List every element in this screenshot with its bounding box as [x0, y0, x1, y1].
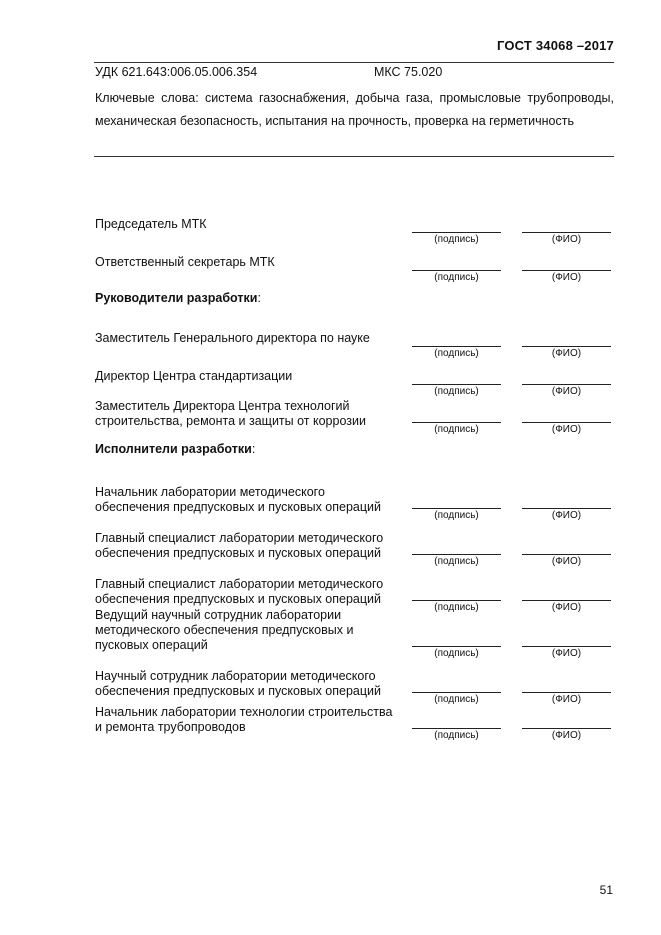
signature-caption: (подпись)	[434, 386, 479, 397]
name-caption: (ФИО)	[551, 694, 582, 705]
signature-line	[412, 346, 501, 347]
heading-colon: :	[251, 442, 256, 456]
position-label: Начальник лаборатории технологии строительства и ремонта трубопроводов	[95, 705, 393, 734]
top-rule	[94, 62, 614, 63]
signature-caption: (подпись)	[434, 556, 479, 567]
signature-row-researcher	[95, 652, 615, 705]
name-caption: (ФИО)	[551, 424, 582, 435]
keywords-paragraph: Ключевые слова: система газоснабжения, добыча газа, промысловые трубопроводы, механическая безопасность, испытания на прочность, проверка на герметичность	[95, 91, 614, 128]
signature-row-chief-specialist-1	[95, 514, 615, 567]
position-label: Главный специалист лаборатории методического обеспечения предпусковых и пусковых операций	[95, 531, 384, 560]
heading-performers-text: Исполнители разработки	[95, 442, 252, 456]
page-number: 51	[599, 883, 613, 897]
name-line	[522, 384, 611, 385]
signature-row-chairman	[95, 214, 615, 245]
position-label: Директор Центра стандартизации	[95, 369, 293, 383]
signature-caption: (подпись)	[434, 694, 479, 705]
heading-colon: :	[257, 291, 261, 305]
name-line	[522, 508, 611, 509]
signature-line	[412, 422, 501, 423]
signature-caption: (подпись)	[434, 648, 479, 659]
udk-code: УДК 621.643:006.05.006.354	[95, 65, 258, 79]
name-line	[522, 692, 611, 693]
signature-caption: (подпись)	[434, 348, 479, 359]
position-label: Ведущий научный сотрудник лаборатории методического обеспечения предпусковых и пусковых операций	[95, 608, 354, 652]
name-line	[522, 728, 611, 729]
name-line	[522, 232, 611, 233]
signature-caption: (подпись)	[434, 424, 479, 435]
position-label: Научный сотрудник лаборатории методического обеспечения предпусковых и пусковых операций	[95, 669, 381, 698]
name-caption: (ФИО)	[551, 272, 582, 283]
signature-line	[412, 270, 501, 271]
name-line	[522, 600, 611, 601]
position-label: Начальник лаборатории методического обеспечения предпусковых и пусковых операций	[95, 485, 381, 514]
position-label: Председатель МТК	[95, 217, 207, 231]
signature-row-lab-head-construction	[95, 702, 615, 741]
heading-developers	[95, 291, 261, 305]
name-line	[522, 646, 611, 647]
name-line	[522, 422, 611, 423]
name-caption: (ФИО)	[551, 510, 582, 521]
signature-row-deputy-director-technology	[95, 396, 615, 435]
mks-code: МКС 75.020	[374, 65, 443, 79]
signature-caption: (подпись)	[434, 510, 479, 521]
bottom-rule	[94, 156, 614, 157]
name-caption: (ФИО)	[551, 556, 582, 567]
signature-line	[412, 600, 501, 601]
signature-line	[412, 384, 501, 385]
signature-caption: (подпись)	[434, 234, 479, 245]
signature-line	[412, 728, 501, 729]
signature-row-secretary	[95, 252, 615, 283]
name-caption: (ФИО)	[551, 234, 582, 245]
name-caption: (ФИО)	[551, 602, 582, 613]
signature-row-lab-head	[95, 468, 615, 521]
name-caption: (ФИО)	[551, 348, 582, 359]
signature-row-deputy-director-science	[95, 328, 615, 359]
signature-row-leading-researcher	[95, 606, 615, 659]
signature-caption: (подпись)	[434, 272, 479, 283]
signature-line	[412, 508, 501, 509]
signature-caption: (подпись)	[434, 602, 479, 613]
signature-row-standardization-director	[95, 366, 615, 397]
position-label: Заместитель Директора Центра технологий строительства, ремонта и защиты от коррозии	[95, 399, 366, 428]
position-label: Главный специалист лаборатории методического обеспечения предпусковых и пусковых операций	[95, 577, 384, 606]
name-line	[522, 554, 611, 555]
document-code: ГОСТ 34068 –2017	[496, 38, 614, 53]
signature-line	[412, 232, 501, 233]
heading-performers	[95, 442, 255, 456]
signature-line	[412, 692, 501, 693]
signature-line	[412, 646, 501, 647]
signature-line	[412, 554, 501, 555]
name-caption: (ФИО)	[551, 386, 582, 397]
name-line	[522, 270, 611, 271]
name-caption: (ФИО)	[551, 648, 582, 659]
position-label: Ответственный секретарь МТК	[95, 255, 275, 269]
heading-developers-text: Руководители разработки	[95, 291, 258, 305]
signature-row-chief-specialist-2	[95, 560, 615, 613]
signature-caption: (подпись)	[434, 730, 479, 741]
name-line	[522, 346, 611, 347]
name-caption: (ФИО)	[551, 730, 582, 741]
position-label: Заместитель Генерального директора по науке	[95, 331, 370, 345]
